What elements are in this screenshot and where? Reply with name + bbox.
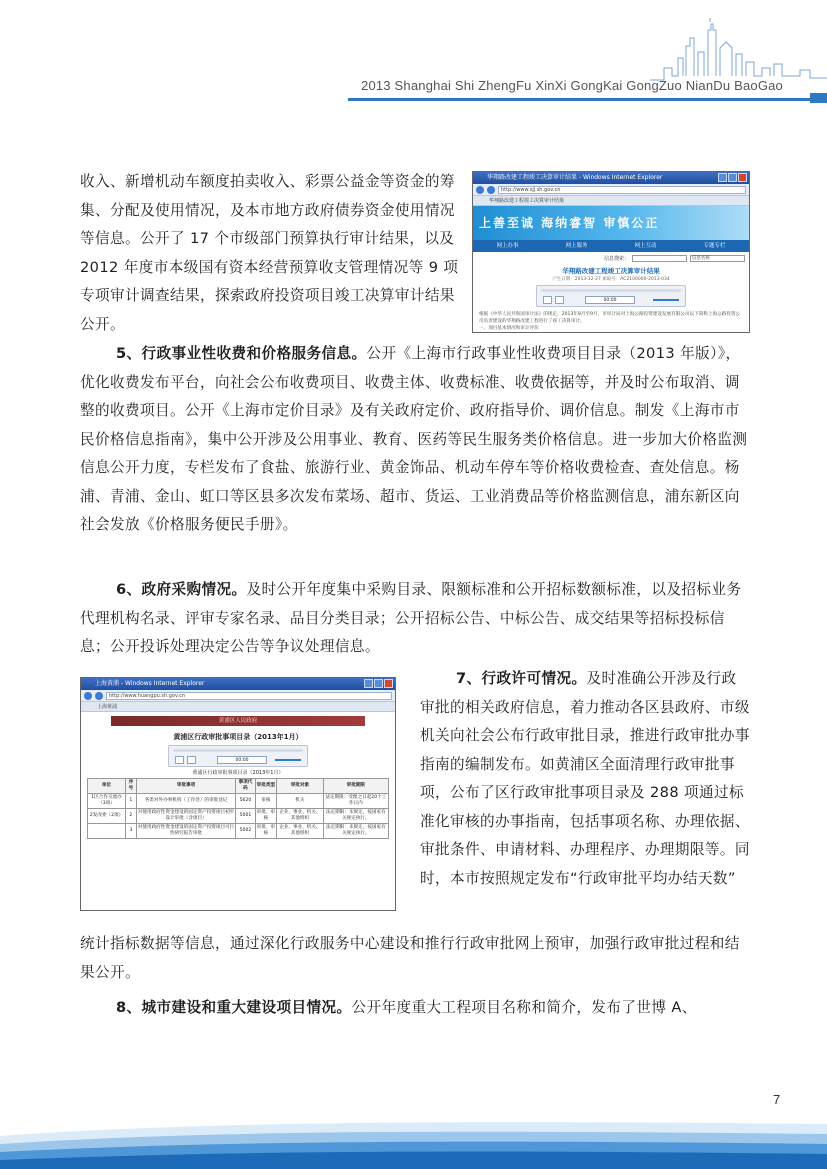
- column-header: 单位: [88, 779, 126, 794]
- browser-titlebar: [473, 172, 749, 184]
- header-rule-end: [810, 93, 827, 103]
- media-player: [536, 285, 686, 307]
- table-cell: 1区合作交流办（3项）: [88, 794, 126, 809]
- player-time: 00:00: [585, 296, 635, 304]
- table-cell: 各类对外办事机构（工作处）的审批登记: [136, 794, 236, 809]
- section-heading: 5、行政事业性收费和价格服务信息。: [116, 345, 367, 362]
- table-cell: [88, 824, 126, 839]
- table-header-row: [88, 779, 389, 794]
- approval-list-screenshot: [80, 677, 396, 911]
- table-cell: 2: [126, 809, 137, 824]
- nav-item: 网上互动: [634, 243, 657, 249]
- article-text: 根据《中华人民共和国审计法》的规定，2013年8月至9月，市审计局对上海公路投资建设发展有限公司以下简称上海公路投资公司负责建设的华翔路改建工程进行了竣工决算审计。: [479, 312, 741, 324]
- column-header: 序号: [126, 779, 137, 794]
- table-cell: 审批、审核: [255, 824, 277, 839]
- window-title: 华翔路改建工程竣工决算审计结果 - Windows Internet Explorer: [487, 174, 663, 181]
- paragraph-procurement: [80, 576, 748, 662]
- paragraph-construction: [80, 994, 748, 1023]
- section-text: 及时准确公开涉及行政审批的相关政府信息，着力推动各区县政府、市级机关向社会公布行政审批目录，推进行政审批办事指南的编制发布。如黄浦区全面清理行政审批事项，公布了区行政审批事项目录及 288 项通过标准化审核的办事指南，包括事项名称、办理依据、审批条件、申请材料、办理程序、办理期限等。同时，本市按照规定发布“行政审批平均办结天数”: [420, 670, 750, 887]
- close-icon: [738, 173, 747, 182]
- search-label: 信息搜索：: [603, 255, 629, 262]
- table-cell: 5001: [236, 809, 255, 824]
- table-row: [88, 794, 389, 809]
- article-body: [473, 307, 749, 332]
- volume-bar: [653, 299, 679, 301]
- column-header: 审批事项: [136, 779, 236, 794]
- table-cell: 审批、审核: [255, 809, 277, 824]
- paragraph-budget-audit: 收入、新增机动车额度拍卖收入、彩票公益金等资金的筹集、分配及使用情况，及本市地方政府债券资金使用情况等信息。公开了 17 个市级部门预算执行审计结果，以及 2012 年度市本级国有资本经营预算收支管理情况等 9 项专项审计调查结果，探索政府投资项目竣工决算审计结果公开。: [80, 173, 459, 333]
- table-cell: 2发改委（2项）: [88, 809, 126, 824]
- article-heading: 华翔路改建工程竣工决算审计结果: [562, 267, 660, 275]
- table-cell: 企业、事业、机关、其他组织: [277, 809, 324, 824]
- table-cell: 企业、事业、机关、其他组织: [277, 824, 324, 839]
- stop-icon: [187, 756, 196, 764]
- minimize-icon: [364, 679, 373, 688]
- table-cell: 3: [126, 824, 137, 839]
- site-nav: [473, 240, 749, 252]
- player-track: [541, 289, 681, 292]
- column-header: 审批期限: [323, 779, 388, 794]
- site-search: [473, 252, 749, 264]
- volume-bar: [275, 759, 301, 761]
- player-track: [173, 749, 303, 752]
- table-cell: 对使用政府性资金建设的固定资产投资项目初步设计审批（含项目）: [136, 809, 236, 824]
- section-text: 公开年度重大工程项目名称和简介，发布了世博 A、: [351, 999, 697, 1016]
- paragraph-licensing-cont: 统计指标数据等信息，通过深化行政服务中心建设和推行行政审批网上预审，加强行政审批过程和结果公开。: [80, 935, 740, 981]
- address-field: http://www.huangpu.sh.gov.cn: [106, 692, 392, 700]
- media-player: [168, 745, 308, 767]
- stop-icon: [555, 296, 564, 304]
- forward-icon: [95, 692, 103, 700]
- column-header: 审批类型: [255, 779, 277, 794]
- section-text: 公开《上海市行政事业性收费项目目录（2013 年版）》，优化收费发布平台，向社会公布收费项目、收费主体、收费标准、收费依据等，并及时公布取消、调整的收费项目。公开《上海市定价目录》及有关政府定价、政府指导价、调价信息。制发《上海市市民价格信息指南》，集中公开涉及公用事业、教育、医药等民生服务类价格信息。进一步加大价格监测信息公开力度，专栏发布了食盐、旅游行业、黄金饰品、机动车停车等价格收费检查、查处信息。杨浦、青浦、金山、虹口等区县多次发布菜场、超市、货运、工业消费品等价格监测信息，浦东新区向社会发放《价格服务便民手册》。: [80, 345, 748, 533]
- column-header: 审批对象: [277, 779, 324, 794]
- site-banner: 上善至诚 海纳睿智 审慎公正: [473, 206, 749, 240]
- table-cell: 5620: [236, 794, 255, 809]
- table-cell: 对使用政府性资金建设的固定资产投资项目可行性研究报告审批: [136, 824, 236, 839]
- section-heading: 8、城市建设和重大建设项目情况。: [116, 999, 352, 1016]
- paragraph-fees-prices: [80, 340, 748, 540]
- page-number: 7: [773, 1092, 781, 1107]
- section-text: 及时公开年度集中采购目录、限额标准和公开招标数额标准，以及招标业务代理机构名录、评审专家名录、品目分类目录；公开招标公告、中标公告、成交结果等招标投标信息；公开投诉处理决定公告等争议处理信息。: [80, 581, 742, 655]
- approval-table: [87, 778, 389, 839]
- forward-icon: [487, 186, 495, 194]
- article-item: 一、项目基本情况和审计评价: [479, 326, 539, 331]
- header-title: 2013 Shanghai Shi ZhengFu XinXi GongKai GongZuo NianDu BaoGao: [361, 78, 783, 93]
- nav-item: 专题专栏: [703, 243, 726, 249]
- address-bar: [81, 690, 395, 702]
- table-cell: 法定期限：未规定，按国家有关规定执行。: [323, 809, 388, 824]
- table-cell: 法定期限：未规定，按国家有关规定执行。: [323, 824, 388, 839]
- window-title: 上海黄浦 - Windows Internet Explorer: [95, 680, 205, 687]
- table-row: [88, 824, 389, 839]
- table-cell: 5002: [236, 824, 255, 839]
- footer-wave-graphic: [0, 1110, 827, 1169]
- list-heading: 黄浦区行政审批事项目录（2013年1月）: [173, 733, 303, 741]
- close-icon: [384, 679, 393, 688]
- table-cell: 机关: [277, 794, 324, 809]
- play-icon: [175, 756, 184, 764]
- tab-audit-result: 华翔路改建工程竣工决算审计结果: [473, 196, 749, 206]
- back-icon: [84, 692, 92, 700]
- search-input: [632, 255, 687, 262]
- search-select: 信息名称: [690, 255, 745, 262]
- table-cell: 审核: [255, 794, 277, 809]
- maximize-icon: [374, 679, 383, 688]
- back-icon: [476, 186, 484, 194]
- audit-result-screenshot: [472, 171, 750, 333]
- address-field: http://www.sjj.sh.gov.cn: [498, 186, 746, 194]
- table-caption: 黄浦区行政审批事项目录（2013年1月）: [192, 770, 284, 776]
- table-row: [88, 809, 389, 824]
- nav-item: 网上服务: [565, 243, 588, 249]
- section-heading: 7、行政许可情况。: [456, 670, 587, 687]
- tab-huangpu: 上海黄浦: [81, 702, 395, 712]
- player-time: 00:00: [217, 756, 267, 764]
- table-cell: 1: [126, 794, 137, 809]
- table-cell: 法定期限：受理之日起20个工作日内: [323, 794, 388, 809]
- address-bar: [473, 184, 749, 196]
- browser-titlebar: [81, 678, 395, 690]
- minimize-icon: [718, 173, 727, 182]
- nav-item: 网上办事: [496, 243, 519, 249]
- header-rule: [348, 98, 827, 101]
- section-heading: 6、政府采购情况。: [116, 581, 247, 598]
- maximize-icon: [728, 173, 737, 182]
- paragraph-licensing: [420, 665, 750, 893]
- column-header: 事项代码: [236, 779, 255, 794]
- site-banner: 黄浦区人民政府: [111, 716, 365, 726]
- play-icon: [543, 296, 552, 304]
- article-meta: 产生日期：2013-12-27 索取号：AC2100000-2013-034: [552, 277, 670, 282]
